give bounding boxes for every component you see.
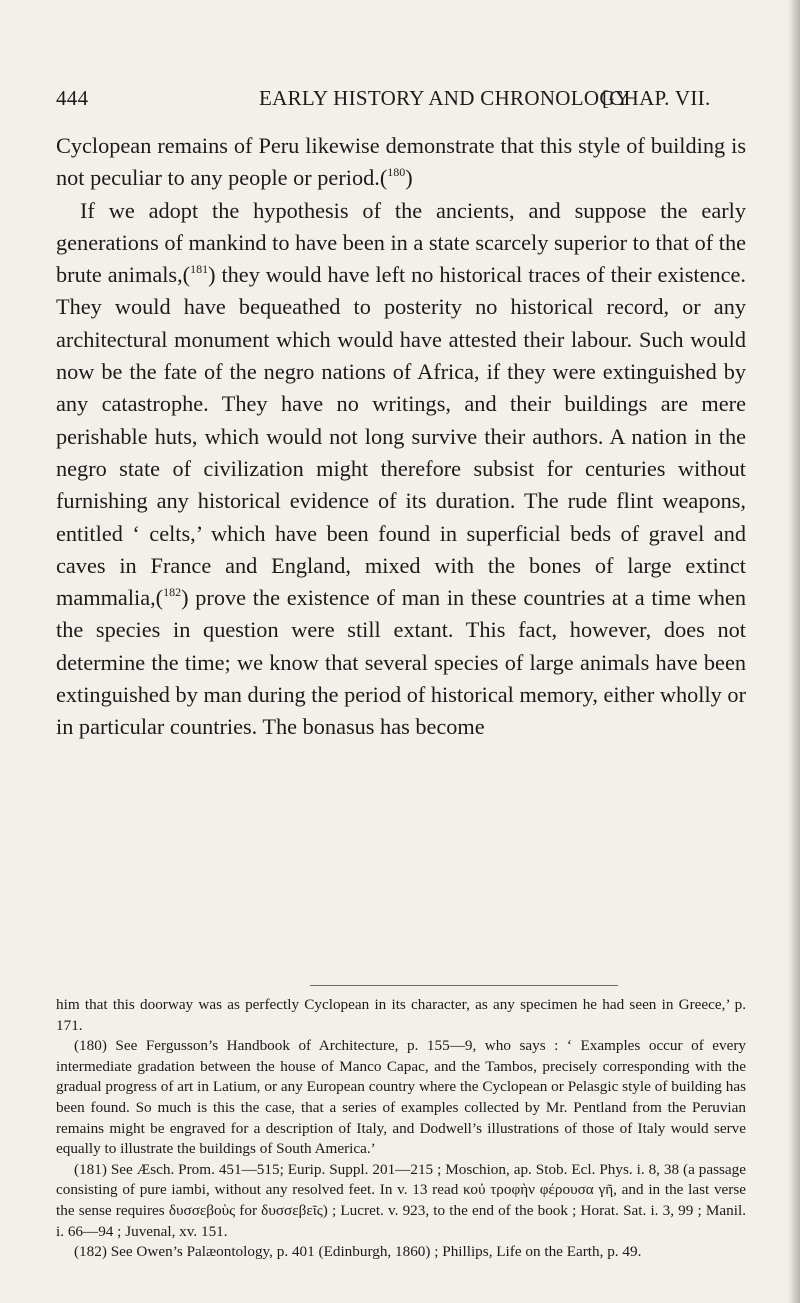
footnote-182: (182) See Owen’s Palæontology, p. 401 (Edinburgh, 1860) ; Phillips, Life on the Earth, p. 49.: [74, 1243, 642, 1261]
paragraph-2: If we adopt the hypothesis of the ancients, and suppose the early generations of mankind to have been in a state scarcely superior to that of the brute animals,($^{181}$) they would have left no historical traces of their existence. They would have bequeathed to posterity no historical record, or any architectural monument which would have attested their labour. Such would now be the fate of the negro nations of Africa, if they were extinguished by any catastrophe. They have no writings, and their buildings are mere perishable huts, which would not long survive their authors. A nation in the negro state of civilization might therefore subsist for centuries without furnishing any historical evidence of its duration. The rude flint weapons, entitled ‘ celts,’ which have been found in superficial beds of gravel and caves in France and England, mixed with the bones of large extinct mammalia,($^{182}$) prove the existence of man in these countries at a time when the species in question were still extant. This fact, however, does not determine the time; we know that several species of large animals have been extinguished by man during the period of historical memory, either wholly or in particular countries. The bonasus has become: [56, 197, 746, 740]
page-edge-shadow: [788, 0, 800, 1303]
page-header: [56, 86, 746, 116]
footnotes: [56, 995, 746, 1263]
main-text: [56, 130, 746, 744]
footnote-ref-180: 180: [387, 165, 406, 180]
footnote-divider: [310, 985, 618, 986]
page-number: 444: [56, 86, 89, 110]
footnote-ref-181: 181: [190, 262, 209, 277]
running-title: EARLY HISTORY AND CHRONOLOGY: [259, 86, 631, 110]
footnote-continuation: him that this doorway was as perfectly Cyclopean in its character, as any specimen he had seen in Greece,’ p. 171.: [56, 996, 746, 1034]
footnote-180: (180) See Fergusson’s Handbook of Architecture, p. 155—9, who says : ‘ Examples occur of every intermediate gradation between the house of Manco Capac, and the Tambos, precisely corresponding with the gradual progress of art in Latium, or any European country where the Cyclopean or Pelasgic style of building has been found. So much is this the case, that a series of examples collected by Mr. Pentland from the Peruvian remains might be engraved for a description of Italy, and Dodwell’s illustrations of those of Italy would serve equally to illustrate the buildings of South America.’: [56, 1037, 746, 1158]
chapter-label: [CHAP. VII.: [602, 86, 711, 110]
paragraph-1: Cyclopean remains of Peru likewise demonstrate that this style of building is not peculiar to any people or period.($^{180}$): [56, 133, 746, 191]
footnote-ref-182: 182: [163, 585, 182, 600]
footnote-181: (181) See Æsch. Prom. 451—515; Eurip. Suppl. 201—215 ; Moschion, ap. Stob. Ecl. Phys. i. 8, 38 (a passage consisting of pure iambi, without any resolved feet. In v. 13 read κοὐ τροφὴν φέρουσα γῆ, and in the last verse the sense requires δυσσεβοὺς for δυσσεβεῖς) ; Lucret. v. 923, to the end of the book ; Horat. Sat. i. 3, 99 ; Manil. i. 66—94 ; Juvenal, xv. 151.: [56, 1160, 746, 1240]
